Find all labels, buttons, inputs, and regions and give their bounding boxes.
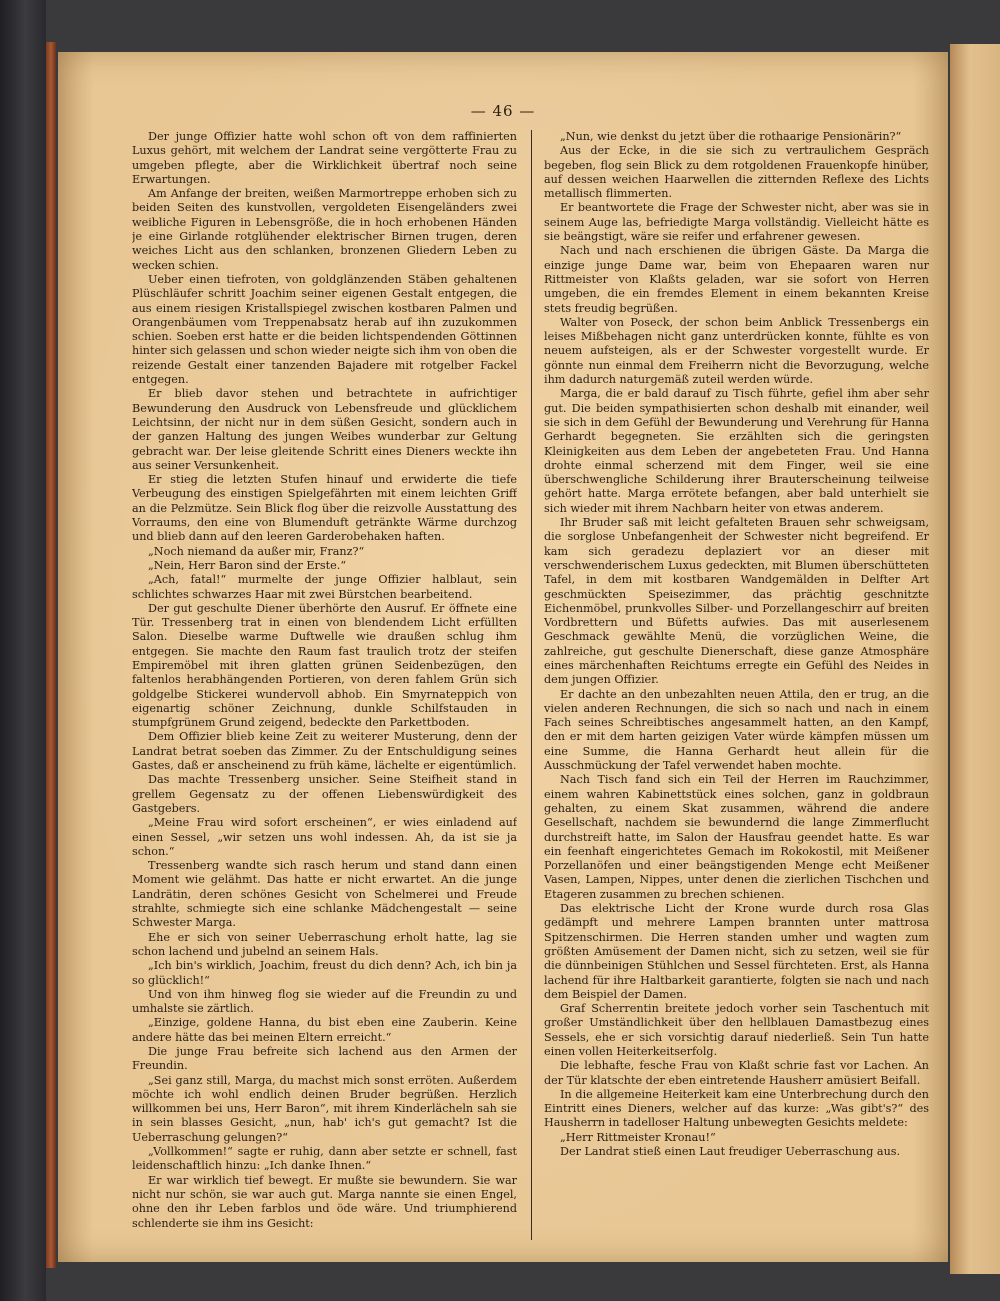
book-page — [58, 52, 948, 1262]
paragraph: In die allgemeine Heiterkeit kam eine Unterbrechung durch den Eintritt eines Dieners, welcher auf das kurze: „Was gibt's?“ des Hausherrn in tadelloser Haltung unbewegten Gesichts meldete: — [544, 1087, 929, 1130]
paragraph: „Noch niemand da außer mir, Franz?“ — [148, 544, 365, 558]
paragraph: Ehe er sich von seiner Ueberraschung erholt hatte, lag sie schon lachend und jubelnd an seinem Hals. — [132, 930, 517, 958]
book-binding — [0, 0, 46, 1301]
paragraph: Der junge Offizier hatte wohl schon oft von dem raffinierten Luxus gehört, mit welchem der Landrat seine vergötterte Frau zu umgeben pflegte, aber die Wirklichkeit übertraf noch seine Erwartungen. — [132, 130, 517, 186]
paragraph: „Ach, fatal!“ murmelte der junge Offizier halblaut, sein schlichtes schwarzes Haar mit zwei Bürstchen bearbeitend. — [132, 573, 517, 601]
book-board-edge — [46, 42, 56, 1268]
paragraph: Walter von Poseck, der schon beim Anblick Tressenbergs ein leises Mißbehagen nicht ganz unterdrücken konnte, fühlte es von neuem aufsteigen, als er der Schwester vorgestellt wurde. Er gönnte nun einmal dem Freiherrn nicht die Bevorzugung, welche ihm dadurch naturgemäß zuteil werden würde. — [544, 315, 929, 387]
paragraph: Er beantwortete die Frage der Schwester nicht, aber was sie in seinem Auge las, befriedigte Marga vollständig. Vielleicht hätte es sie beängstigt, wäre sie reifer und erfahrener gewesen. — [544, 201, 929, 244]
paragraph: „Sei ganz still, Marga, du machst mich sonst erröten. Außerdem möchte ich wohl endlich deinen Bruder begrüßen. Herzlich willkommen bei uns, Herr Baron“, mit ihrem Kinderlächeln sah sie in sein blasses Gesicht, „nun, hab' ich's gut gemacht? Ist die Ueberraschung gelungen?“ — [132, 1073, 517, 1144]
paragraph: Er war wirklich tief bewegt. Er mußte sie bewundern. Sie war nicht nur schön, sie war auch gut. Marga nannte sie einen Engel, ohne den ihr Leben farblos und öde wäre. Und triumphierend schlenderte sie ihm ins Gesicht: — [132, 1173, 517, 1230]
paragraph: Ihr Bruder saß mit leicht gefalteten Brauen sehr schweigsam, die sorglose Unbefangenheit der Schwester nicht begreifend. Er kam sich geradezu deplaziert vor an dieser mit verschwenderischem Luxus gedeckten, mit Blumen überschütteten Tafel, in dem mit kostbaren Wandgemälden in Delfter Art geschmückten Speisezimmer, das prächtig geschnitzte Eichenmöbel, prunkvolles Silber- und Porzellangeschirr auf breiten Vordbrettern und Büfetts aufwies. Das mit auserlesenem Geschmack gewählte Menü, die vorzüglichen Weine, die zahlreiche, gut geschulte Dienerschaft, diese ganze Atmosphäre eines märchenhaften Reichtums erregte ein Gefühl des Neides in dem jungen Offizier. — [544, 516, 929, 687]
paragraph: „Einzige, goldene Hanna, du bist eben eine Zauberin. Keine andere hätte das bei meinen Eltern erreicht.“ — [132, 1016, 517, 1044]
column-divider — [531, 130, 532, 1240]
paragraph: Graf Scherrentin breitete jedoch vorher sein Taschentuch mit großer Umständlichkeit über den hellblauen Damastbezug eines Sessels, ehe er sich vorsichtig darauf niederließ. Sein Tun hatte einen vollen Heiterkeitserfolg. — [544, 1002, 929, 1058]
paragraph: „Nein, Herr Baron sind der Erste.“ — [148, 558, 347, 572]
paragraph: Die junge Frau befreite sich lachend aus den Armen der Freundin. — [132, 1045, 517, 1073]
paragraph: „Ich bin's wirklich, Joachim, freust du dich denn? Ach, ich bin ja so glücklich!“ — [132, 959, 517, 987]
paragraph: Das machte Tressenberg unsicher. Seine Steifheit stand in grellem Gegensatz zu der offenen Liebenswürdigkeit des Gastgebers. — [132, 773, 517, 815]
paragraph: Das elektrische Licht der Krone wurde durch rosa Glas gedämpft und mehrere Lampen brannten unter mattrosa Spitzenschirmen. Die Herren standen umher und wagten zum größten Amüsement der Damen nicht, sich zu setzen, weil sie für die dünnbeinigen Stühlchen und Sessel fürchteten. Erst, als Hanna lachend für ihre Haltbarkeit garantierte, folgten sie nach und nach dem Beispiel der Damen. — [544, 902, 929, 1001]
paragraph: Tressenberg wandte sich rasch herum und stand dann einen Moment wie gelähmt. Das hatte er nicht erwartet. An die junge Landrätin, deren schönes Gesicht von Schelmerei und Freude strahlte, schmiegte sich eine schlanke Mädchengestalt — seine Schwester Marga. — [132, 859, 517, 930]
page-number: — 46 — — [470, 102, 536, 120]
paragraph: Der Landrat stieß einen Laut freudiger Ueberraschung aus. — [560, 1145, 901, 1159]
paragraph: Nach und nach erschienen die übrigen Gäste. Da Marga die einzige junge Dame war, beim von Ehepaaren waren nur Rittmeister von Klaßts geladen, war sie sofort von Herren umgeben, die ein fremdes Element in einem bekannten Kreise stets freudig begrüßen. — [544, 244, 929, 315]
paragraph: Am Anfange der breiten, weißen Marmortreppe erhoben sich zu beiden Seiten des kunstvollen, vergoldeten Eisengeländers zwei weibliche Figuren in Lebensgröße, die in hoch erhobenen Händen je eine Girlande rotglühender elektrischer Birnen trugen, deren weiches Licht aus den schlanken, bronzenen Gliedern Leben zu wecken schien. — [132, 187, 517, 272]
paragraph: Er stieg die letzten Stufen hinauf und erwiderte die tiefe Verbeugung des einstigen Spielgefährten mit einem leichten Griff an die Pelzmütze. Sein Blick flog über die reizvolle Ausstattung des Vorraums, den eine von Blumenduft getränkte Wärme durchzog und blieb dann auf den leeren Garderobehaken haften. — [132, 473, 517, 544]
right-column — [544, 130, 929, 1250]
paragraph: „Herr Rittmeister Kronau!“ — [560, 1130, 716, 1144]
adjacent-page-edge — [950, 44, 1000, 1274]
paragraph: Der gut geschulte Diener überhörte den Ausruf. Er öffnete eine Tür. Tressenberg trat in einen von blendendem Licht erfüllten Salon. Dieselbe warme Duftwelle wie draußen schlug ihm entgegen. Sie machte den Raum fast traulich trotz der steifen Empiremöbel mit ihren glatten grünen Seidenbezügen, den faltenlos herabhängenden Portieren, von deren fahlem Grün sich goldgelbe Stickerei wundervoll abhob. Ein Smyrnateppich von eigenartig schöner Zeichnung, dunkle Schilfstauden in stumpfgrünem Grund zeigend, bedeckte den Parkettboden. — [132, 601, 517, 730]
text-columns — [132, 130, 942, 1250]
paragraph: Dem Offizier blieb keine Zeit zu weiterer Musterung, denn der Landrat betrat soeben das Zimmer. Zu der Entschuldigung seines Gastes, daß er anscheinend zu früh käme, lächelte er eigentümlich. — [132, 730, 517, 773]
paragraph: Er dachte an den unbezahlten neuen Attila, den er trug, an die vielen anderen Rechnungen, die sich so nach und nach in einem Fach seines Schreibtisches angesammelt hatten, an den Kampf, den er mit dem harten geizigen Vater würde kämpfen müssen um eine Summe, die Hanna Gerhardt heut allein für die Ausschmückung der Tafel verwendet haben mochte. — [544, 687, 929, 773]
paragraph: „Vollkommen!“ sagte er ruhig, dann aber setzte er schnell, fast leidenschaftlich hinzu: „Ich danke Ihnen.“ — [132, 1145, 517, 1173]
paragraph: Und von ihm hinweg flog sie wieder auf die Freundin zu und umhalste sie zärtlich. — [132, 987, 517, 1016]
paragraph: Die lebhafte, fesche Frau von Klaßt schrie fast vor Lachen. An der Tür klatschte der eben eintretende Hausherr amüsiert Beifall. — [544, 1059, 929, 1087]
paragraph: „Nun, wie denkst du jetzt über die rothaarige Pensionärin?“ — [560, 130, 902, 143]
left-column — [132, 130, 517, 1250]
paragraph: Er blieb davor stehen und betrachtete in aufrichtiger Bewunderung den Ausdruck von Lebensfreude und glücklichem Leichtsinn, der nicht nur in dem süßen Gesicht, sondern auch in der ganzen Haltung des jungen Weibes wunderbar zur Geltung gebracht war. Der leise gleitende Schritt eines Dieners weckte ihn aus seiner Versunkenheit. — [132, 387, 517, 472]
paragraph: Ueber einen tiefroten, von goldglänzenden Stäben gehaltenen Plüschläufer schritt Joachim seiner eigenen Gestalt entgegen, die aus einem riesigen Kristallspiegel zwischen kostbaren Palmen und Orangenbäumen vom Treppenabsatz herab auf ihn zuzukommen schien. Soeben erst hatte er die beiden lichtspendenden Göttinnen hinter sich gelassen und schon wieder neigte sich ihm von oben die reizende Gestalt einer tanzenden Bajadere mit rotgelber Fackel entgegen. — [132, 272, 517, 387]
paragraph: Nach Tisch fand sich ein Teil der Herren im Rauchzimmer, einem wahren Kabinettstück eines solchen, ganz in goldbraun gehalten, zu einem Skat zusammen, während die andere Gesellschaft, nachdem sie bewundernd die lange Zimmerflucht durchstreift hatte, im Salon der Hausfrau geendet hatte. Es war ein feenhaft eingerichtetes Gemach im Rokokostil, mit Meißener Porzellanöfen und einer beängstigenden Menge echt Meißener Vasen, Lampen, Nippes, unter denen die zierlichen Tischchen und Etageren zusammen zu brechen schienen. — [544, 773, 929, 901]
paragraph: Aus der Ecke, in die sie sich zu vertraulichem Gespräch begeben, flog sein Blick zu dem rotgoldenen Frauenkopfe hinüber, auf dessen weichen Haarwellen die zitternden Reflexe des Lichts metallisch flimmerten. — [544, 144, 929, 201]
paragraph: Marga, die er bald darauf zu Tisch führte, gefiel ihm aber sehr gut. Die beiden sympathisierten schon deshalb mit einander, weil sie sich in dem Gefühl der Bewunderung und Verehrung für Hanna Gerhardt begegneten. Sie erzählten sich die geringsten Kleinigkeiten aus dem Leben der angebeteten Frau. Und Hanna drohte einmal scherzend mit dem Finger, weil sie eine überschwengliche Schilderung ihrer Brauterscheinung teilweise gehört hatte. Marga errötete befangen, aber bald unterhielt sie sich wieder mit ihrem Nachbarn heiter von etwas anderem. — [544, 387, 929, 515]
paragraph: „Meine Frau wird sofort erscheinen“, er wies einladend auf einen Sessel, „wir setzen uns wohl indessen. Ah, da ist sie ja schon.“ — [132, 816, 517, 858]
